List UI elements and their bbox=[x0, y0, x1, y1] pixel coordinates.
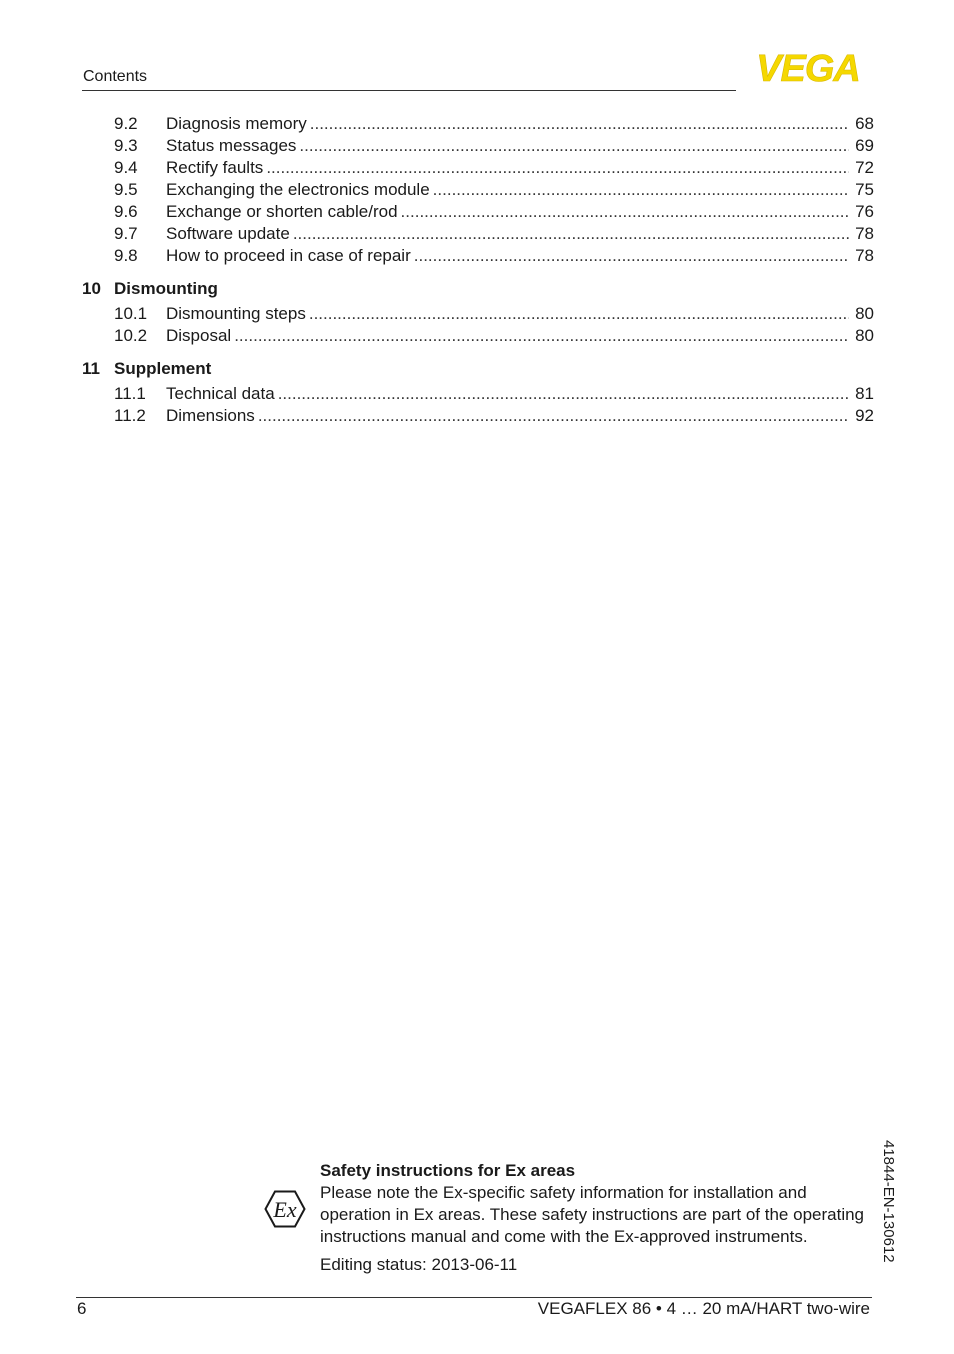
toc-entry-number: 9.8 bbox=[114, 246, 138, 265]
chapter-heading bbox=[82, 278, 874, 300]
toc-entry[interactable] bbox=[82, 303, 874, 325]
svg-text:VEGA: VEGA bbox=[756, 50, 860, 84]
toc-entry[interactable] bbox=[82, 157, 874, 179]
chapter-heading bbox=[82, 358, 874, 380]
toc-entry-number: 9.2 bbox=[114, 114, 138, 133]
toc-entry-title: Technical data bbox=[166, 384, 275, 403]
footer-rule bbox=[76, 1297, 872, 1298]
toc-entry[interactable] bbox=[82, 179, 874, 201]
toc-entry-title: Diagnosis memory bbox=[166, 114, 307, 133]
toc-entry-number: 10.2 bbox=[114, 326, 148, 345]
toc-entry-number: 11.1 bbox=[114, 384, 146, 403]
toc-entry[interactable] bbox=[82, 113, 874, 135]
toc-entry-number: 11.2 bbox=[114, 406, 146, 425]
toc-dot-leader bbox=[299, 135, 849, 157]
toc-entry-page: 81 bbox=[855, 384, 874, 403]
chapter-number: 10 bbox=[82, 279, 101, 298]
toc-entry-title: Dismounting steps bbox=[166, 304, 306, 323]
toc-entry-page: 80 bbox=[855, 326, 874, 345]
toc-entry-title: How to proceed in case of repair bbox=[166, 246, 411, 265]
document-code: 41844-EN-130612 bbox=[880, 1140, 897, 1263]
toc-dot-leader bbox=[309, 303, 849, 325]
toc-entry-page: 78 bbox=[855, 224, 874, 243]
toc-dot-leader bbox=[293, 223, 849, 245]
toc-entry-number: 9.6 bbox=[114, 202, 138, 221]
toc-entry[interactable] bbox=[82, 135, 874, 157]
toc-dot-leader bbox=[266, 157, 849, 179]
toc-dot-leader bbox=[234, 325, 849, 347]
toc-entry-title: Rectify faults bbox=[166, 158, 264, 177]
toc-entry[interactable] bbox=[82, 245, 874, 267]
toc-entry-number: 10.1 bbox=[114, 304, 148, 323]
toc-entry-title: Exchanging the electronics module bbox=[166, 180, 430, 199]
safety-notice bbox=[320, 1160, 876, 1276]
toc-entry-page: 75 bbox=[855, 180, 874, 199]
toc-entry-title: Exchange or shorten cable/rod bbox=[166, 202, 398, 221]
toc-section bbox=[82, 113, 874, 267]
table-of-contents bbox=[82, 113, 874, 427]
toc-entry-page: 92 bbox=[855, 406, 874, 425]
toc-entry-title: Disposal bbox=[166, 326, 232, 345]
footer-page-number: 6 bbox=[77, 1299, 87, 1318]
toc-dot-leader bbox=[433, 179, 849, 201]
toc-entry-number: 9.7 bbox=[114, 224, 138, 243]
toc-entry[interactable] bbox=[82, 405, 874, 427]
chapter-number: 11 bbox=[82, 359, 100, 378]
toc-entry-page: 76 bbox=[855, 202, 874, 221]
safety-title: Safety instructions for Ex areas bbox=[320, 1161, 576, 1180]
toc-section bbox=[82, 278, 874, 347]
toc-entry[interactable] bbox=[82, 223, 874, 245]
toc-entry[interactable] bbox=[82, 325, 874, 347]
header-section-label: Contents bbox=[83, 68, 148, 85]
toc-entry-number: 9.3 bbox=[114, 136, 138, 155]
toc-entry-number: 9.5 bbox=[114, 180, 138, 199]
toc-entry[interactable] bbox=[82, 383, 874, 405]
ex-hexagon-icon bbox=[264, 1190, 306, 1228]
svg-text:Ex: Ex bbox=[273, 1197, 297, 1222]
toc-entry-page: 80 bbox=[855, 304, 874, 323]
toc-entry-page: 78 bbox=[855, 246, 874, 265]
toc-entry[interactable] bbox=[82, 201, 874, 223]
toc-entry-page: 68 bbox=[855, 114, 874, 133]
toc-dot-leader bbox=[414, 245, 849, 267]
toc-entry-page: 72 bbox=[855, 158, 874, 177]
chapter-title: Dismounting bbox=[114, 279, 218, 298]
toc-entry-title: Status messages bbox=[166, 136, 297, 155]
vega-logo bbox=[742, 50, 874, 84]
toc-section bbox=[82, 358, 874, 427]
toc-entry-page: 69 bbox=[855, 136, 874, 155]
editing-status: Editing status: 2013-06-11 bbox=[320, 1255, 518, 1274]
footer-product-name: VEGAFLEX 86 • 4 … 20 mA/HART two-wire bbox=[537, 1299, 870, 1318]
toc-dot-leader bbox=[258, 405, 849, 427]
toc-entry-title: Software update bbox=[166, 224, 290, 243]
header-rule bbox=[82, 90, 736, 91]
toc-dot-leader bbox=[401, 201, 849, 223]
toc-entry-title: Dimensions bbox=[166, 406, 255, 425]
toc-dot-leader bbox=[310, 113, 849, 135]
chapter-title: Supplement bbox=[114, 359, 212, 378]
toc-dot-leader bbox=[278, 383, 849, 405]
toc-entry-number: 9.4 bbox=[114, 158, 138, 177]
safety-body: Please note the Ex-specific safety information for installation and operation in Ex areas. These safety instructions are part of the operating instructions manual and come with the Ex-approved instruments. bbox=[320, 1183, 864, 1246]
